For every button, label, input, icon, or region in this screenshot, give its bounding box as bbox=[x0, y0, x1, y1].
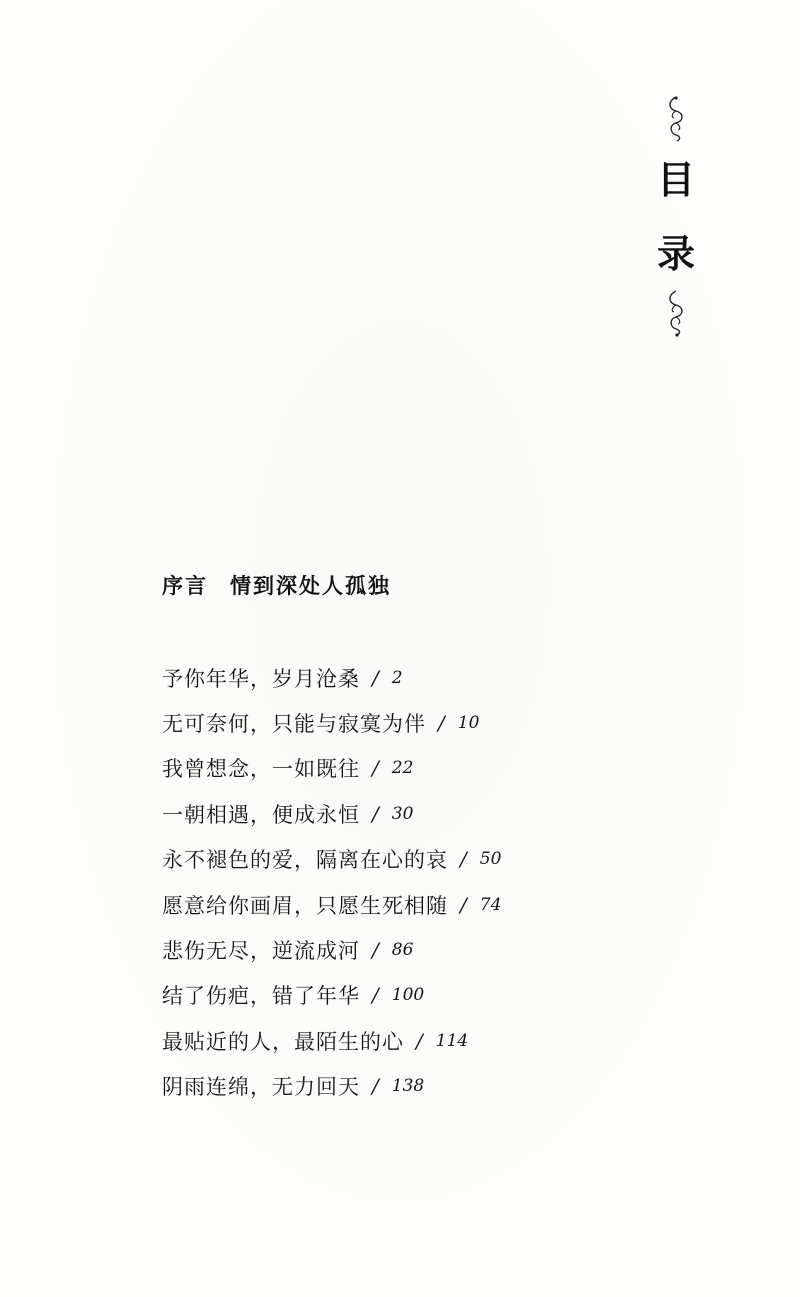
flourish-ornament-icon bbox=[664, 95, 688, 143]
toc-entry-title: 予你年华，岁月沧桑 bbox=[162, 666, 360, 691]
toc-entry-title: 悲伤无尽，逆流成河 bbox=[162, 939, 360, 964]
toc-page-number: 22 bbox=[391, 758, 414, 779]
toc-separator: / bbox=[460, 892, 468, 917]
preface-heading[interactable] bbox=[162, 570, 391, 600]
preface-title: 情到深处人孤独 bbox=[230, 574, 391, 598]
toc-page-number: 10 bbox=[457, 713, 480, 734]
toc-separator: / bbox=[372, 665, 380, 690]
toc-page-number: 114 bbox=[435, 1030, 469, 1051]
toc-entry-title: 阴雨连绵，无力回天 bbox=[162, 1075, 360, 1100]
toc-page-number: 138 bbox=[391, 1076, 425, 1097]
flourish-ornament-icon bbox=[664, 289, 688, 337]
toc-separator: / bbox=[372, 938, 380, 963]
toc-separator: / bbox=[460, 847, 468, 872]
toc-page-number: 30 bbox=[391, 803, 414, 824]
toc-entry[interactable] bbox=[162, 655, 501, 700]
toc-entry-title: 无可奈何，只能与寂寞为伴 bbox=[162, 712, 426, 737]
preface-label: 序言 bbox=[162, 574, 208, 598]
toc-entry-title: 一朝相遇，便成永恒 bbox=[162, 802, 360, 827]
toc-title-block bbox=[648, 95, 704, 355]
toc-entry-title: 结了伤疤，错了年华 bbox=[162, 984, 360, 1009]
toc-entry[interactable] bbox=[162, 1064, 501, 1109]
toc-separator: / bbox=[372, 1074, 380, 1099]
toc-title-char-1: 目 bbox=[656, 158, 695, 202]
toc-entry-title: 最贴近的人，最陌生的心 bbox=[162, 1029, 404, 1054]
toc-separator: / bbox=[416, 1028, 424, 1053]
toc-separator: / bbox=[438, 711, 446, 736]
toc-separator: / bbox=[372, 756, 380, 781]
toc-entry[interactable] bbox=[162, 791, 501, 836]
toc-list bbox=[162, 655, 501, 1109]
toc-page-number: 100 bbox=[391, 985, 425, 1006]
toc-entry[interactable] bbox=[162, 837, 501, 882]
toc-entry[interactable] bbox=[162, 700, 501, 745]
toc-page-number: 2 bbox=[391, 667, 403, 688]
toc-entry[interactable] bbox=[162, 927, 501, 972]
toc-separator: / bbox=[372, 801, 380, 826]
toc-entry[interactable] bbox=[162, 1018, 501, 1063]
toc-page-number: 50 bbox=[479, 849, 502, 870]
toc-entry[interactable] bbox=[162, 746, 501, 791]
toc-entry-title: 永不褪色的爱，隔离在心的哀 bbox=[162, 848, 448, 873]
toc-entry[interactable] bbox=[162, 973, 501, 1018]
toc-page-number: 86 bbox=[391, 940, 414, 961]
toc-entry[interactable] bbox=[162, 882, 501, 927]
toc-title-char-2: 录 bbox=[656, 232, 695, 276]
toc-page-number: 74 bbox=[479, 894, 502, 915]
toc-entry-title: 我曾想念，一如既往 bbox=[162, 757, 360, 782]
toc-entry-title: 愿意给你画眉，只愿生死相随 bbox=[162, 893, 448, 918]
toc-separator: / bbox=[372, 983, 380, 1008]
